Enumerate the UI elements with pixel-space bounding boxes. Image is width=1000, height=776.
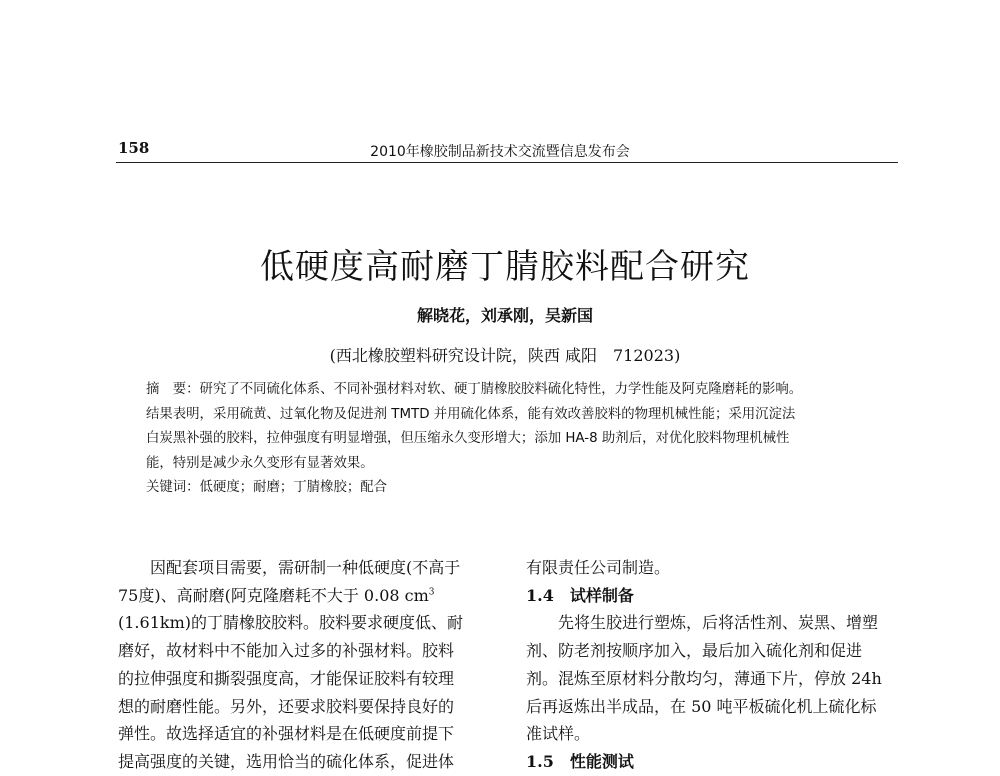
body-line: 弹性。故选择适宜的补强材料是在低硬度前提下 [118, 724, 455, 744]
body-line: 准试样。 [526, 724, 591, 744]
section-heading: 1.5 性能测试 [526, 751, 634, 771]
page-number: 158 [118, 139, 150, 157]
body-column-left [118, 554, 488, 776]
abstract-line: 能，特别是减少永久变形有显著效果。 [146, 455, 374, 471]
body-line: 先将生胶进行塑炼，后将活性剂、炭黑、增塑 [526, 613, 879, 633]
body-line: 剂、防老剂按顺序加入，最后加入硫化剂和促进 [526, 641, 863, 661]
abstract [146, 378, 866, 501]
body-line: 剂。混炼至原材料分散均匀，薄通下片，停放 24h [526, 668, 882, 688]
body-column-right [526, 554, 906, 776]
header-rule [116, 162, 898, 163]
body-line: 后再返炼出半成品，在 50 吨平板硫化机上硫化标 [526, 696, 877, 716]
paper-title: 低硬度高耐磨丁腈胶料配合研究 [260, 247, 750, 287]
authors: 解晓花，刘承刚，吴新国 [416, 306, 593, 325]
body-line: 的拉伸强度和撕裂强度高，才能保证胶料有较理 [118, 668, 455, 688]
body-line: 磨好，故材料中不能加入过多的补强材料。胶料 [118, 641, 455, 661]
abstract-line: 摘 要：研究了不同硫化体系、不同补强材料对软、硬丁腈橡胶胶料硫化特性，力学性能及阿克隆磨耗的影响。 [146, 382, 803, 397]
body-line: 提高强度的关键，选用恰当的硫化体系，促进体 [118, 751, 455, 771]
section-heading: 1.4 试样制备 [526, 585, 634, 605]
abstract-line: 白炭黑补强的胶料，拉伸强度有明显增强，但压缩永久变形增大；添加 HA-8 助剂后，对优化胶料物理机械性 [146, 431, 790, 446]
body-line: 想的耐磨性能。另外，还要求胶料要保持良好的 [118, 696, 455, 716]
body-line [118, 582, 488, 610]
abstract-line: 结果表明，采用硫黄、过氧化物及促进剂 TMTD 并用硫化体系，能有效改善胶料的物理机械性能；采用沉淀法 [146, 406, 796, 422]
running-header: 2010年橡胶制品新技术交流暨信息发布会 [370, 144, 630, 160]
body-line: (1.61km)的丁腈橡胶胶料。胶料要求硬度低、耐 [118, 613, 463, 633]
superscript: 3 [428, 587, 435, 598]
body-text: 75度)、高耐磨(阿克隆磨耗不大于 0.08 cm [118, 585, 429, 605]
body-line: 有限责任公司制造。 [526, 558, 671, 577]
affiliation: (西北橡胶塑料研究设计院，陕西 咸阳 712023) [329, 346, 681, 365]
keywords: 关键词：低硬度；耐磨；丁腈橡胶；配合 [146, 480, 388, 495]
body-line: 因配套项目需要，需研制一种低硬度(不高于 [118, 558, 461, 577]
